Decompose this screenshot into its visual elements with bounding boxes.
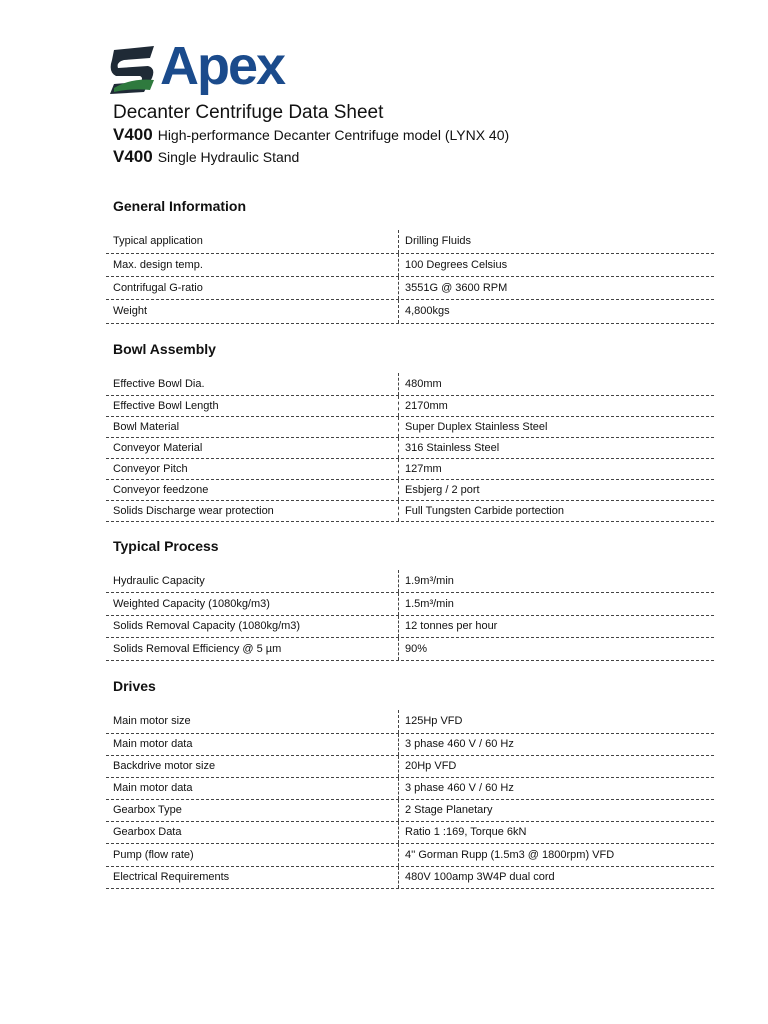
table-row xyxy=(106,570,714,593)
spec-table xyxy=(106,710,714,889)
spec-value: 4'' Gorman Rupp (1.5m3 @ 1800rpm) VFD xyxy=(398,844,714,866)
spec-label: Conveyor Pitch xyxy=(113,462,188,475)
model-code: V400 xyxy=(113,147,153,166)
table-row xyxy=(106,616,714,638)
table-row xyxy=(106,710,714,734)
spec-value: 1.5m³/min xyxy=(398,593,714,615)
table-row xyxy=(106,593,714,616)
table-row xyxy=(106,459,714,480)
table-row xyxy=(106,501,714,522)
section-heading: General Information xyxy=(113,198,247,214)
spec-value: 2170mm xyxy=(398,396,714,416)
model-code: V400 xyxy=(113,125,153,144)
table-row xyxy=(106,230,714,254)
spec-label: Effective Bowl Length xyxy=(113,399,219,412)
table-row xyxy=(106,396,714,417)
table-row xyxy=(106,638,714,661)
table-row xyxy=(106,480,714,501)
spec-label: Conveyor feedzone xyxy=(113,483,209,496)
spec-value: 480V 100amp 3W4P dual cord xyxy=(398,867,714,888)
spec-label: Backdrive motor size xyxy=(113,760,216,772)
spec-label: Max. design temp. xyxy=(113,258,203,271)
spec-value: 100 Degrees Celsius xyxy=(398,254,714,276)
spec-value: Drilling Fluids xyxy=(398,230,714,253)
spec-label: Main motor data xyxy=(113,738,193,750)
spec-value: Ratio 1 :169, Torque 6kN xyxy=(398,822,714,843)
spec-value: 127mm xyxy=(398,459,714,479)
spec-label: Weighted Capacity (1080kg/m3) xyxy=(113,597,270,610)
spec-table xyxy=(106,230,714,324)
page-title: Decanter Centrifuge Data Sheet xyxy=(113,102,384,123)
spec-value: 3 phase 460 V / 60 Hz xyxy=(398,778,714,799)
table-row xyxy=(106,844,714,867)
spec-value: 1.9m³/min xyxy=(398,570,714,592)
spec-label: Conveyor Material xyxy=(113,441,203,454)
logo-wordmark: Apex xyxy=(160,36,285,96)
spec-label: Main motor data xyxy=(113,782,193,794)
spec-value: Full Tungsten Carbide portection xyxy=(398,501,714,521)
spec-table xyxy=(106,570,714,661)
table-row xyxy=(106,373,714,396)
spec-value: 20Hp VFD xyxy=(398,756,714,777)
spec-label: Contrifugal G-ratio xyxy=(113,281,203,294)
table-row xyxy=(106,867,714,889)
table-row xyxy=(106,417,714,438)
spec-value: 3551G @ 3600 RPM xyxy=(398,277,714,299)
table-row xyxy=(106,277,714,300)
table-row xyxy=(106,778,714,800)
spec-value: 125Hp VFD xyxy=(398,710,714,733)
spec-label: Solids Removal Capacity (1080kg/m3) xyxy=(113,620,301,632)
model-description: Single Hydraulic Stand xyxy=(157,149,300,165)
section-heading: Typical Process xyxy=(113,538,219,554)
table-row xyxy=(106,734,714,756)
spec-label: Hydraulic Capacity xyxy=(113,574,205,587)
table-row xyxy=(106,300,714,324)
table-row xyxy=(106,822,714,844)
section-heading: Drives xyxy=(113,678,156,694)
section-heading: Bowl Assembly xyxy=(113,341,216,357)
table-row xyxy=(106,756,714,778)
model-line-2 xyxy=(113,146,299,168)
spec-label: Main motor size xyxy=(113,715,191,727)
spec-label: Solids Removal Efficiency @ 5 µm xyxy=(113,642,282,655)
spec-label: Solids Discharge wear protection xyxy=(113,504,274,517)
spec-label: Gearbox Type xyxy=(113,804,182,816)
spec-value: Esbjerg / 2 port xyxy=(398,480,714,500)
table-row xyxy=(106,800,714,822)
table-row xyxy=(106,438,714,459)
spec-value: 316 Stainless Steel xyxy=(398,438,714,458)
spec-value: Super Duplex Stainless Steel xyxy=(398,417,714,437)
spec-table xyxy=(106,373,714,522)
spec-value: 3 phase 460 V / 60 Hz xyxy=(398,734,714,755)
spec-label: Electrical Requirements xyxy=(113,871,230,883)
model-description: High-performance Decanter Centrifuge model (LYNX 40) xyxy=(157,127,510,143)
spec-value: 2 Stage Planetary xyxy=(398,800,714,821)
spec-label: Pump (flow rate) xyxy=(113,848,194,861)
spec-label: Effective Bowl Dia. xyxy=(113,377,205,390)
spec-label: Gearbox Data xyxy=(113,826,182,838)
spec-label: Typical application xyxy=(113,235,203,247)
spec-value: 4,800kgs xyxy=(398,300,714,323)
model-line-1 xyxy=(113,124,509,146)
spec-label: Weight xyxy=(113,305,148,317)
logo-swoosh-icon xyxy=(110,44,162,96)
spec-value: 90% xyxy=(398,638,714,660)
apex-logo xyxy=(110,36,310,96)
spec-label: Bowl Material xyxy=(113,420,180,433)
spec-value: 480mm xyxy=(398,373,714,395)
spec-value: 12 tonnes per hour xyxy=(398,616,714,637)
table-row xyxy=(106,254,714,277)
